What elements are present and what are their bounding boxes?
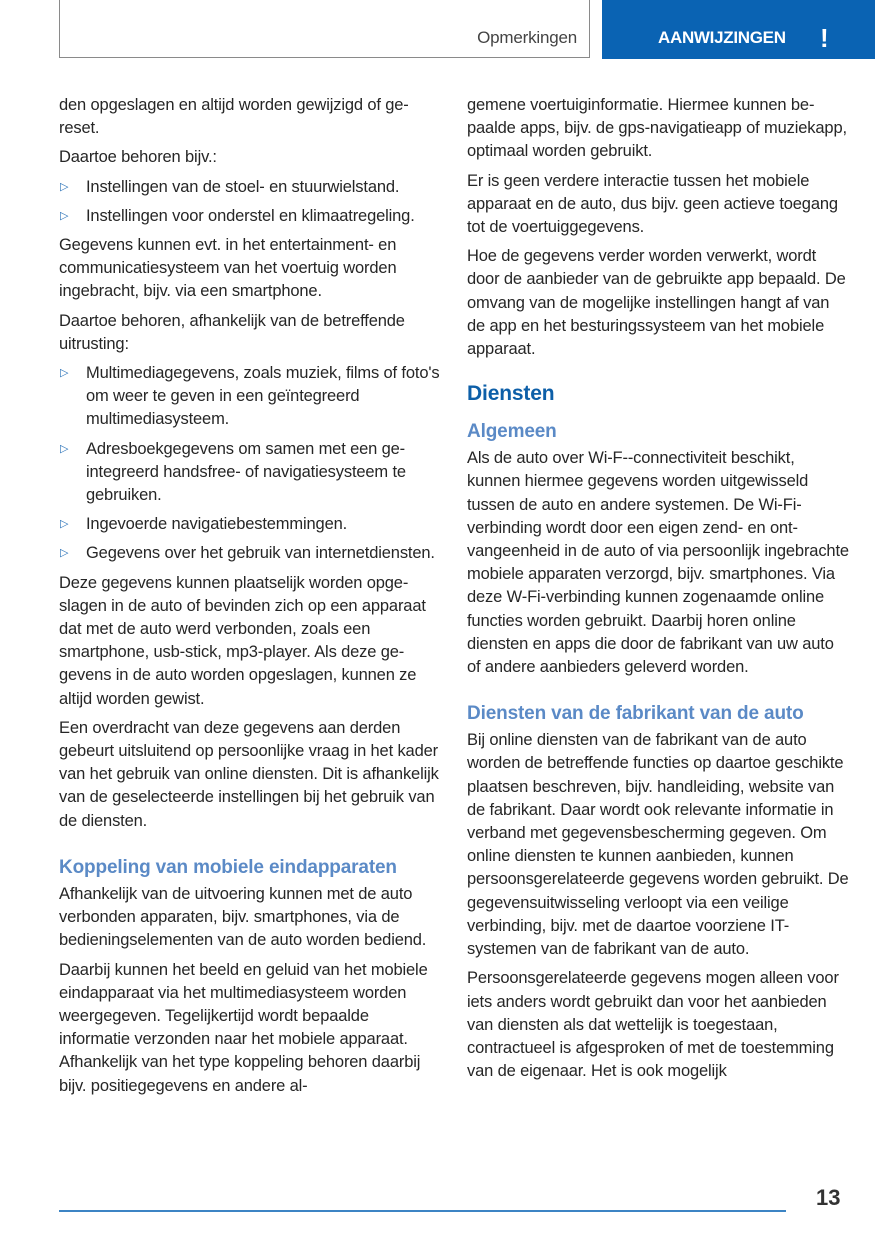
triangle-bullet-icon: ▷	[60, 209, 69, 222]
paragraph: Deze gegevens kunnen plaatselijk worden opgeslagen in de auto of bevinden zich op een apparaat dat met de auto werd verbonden, zoals een smartphone, usb-stick, mp3-player. Als deze gegevens in de auto worden opgeslagen, kunnen ze altijd worden gewist.	[59, 573, 426, 708]
triangle-bullet-icon: ▷	[60, 518, 69, 531]
list-item-text: Gegevens over het gebruik van internetdiensten.	[86, 544, 435, 563]
paragraph: Bij online diensten van de fabrikant van de auto worden de betreffende functies op daartoe geschikte plaatsen beschreven, bijv. handleiding, website van de fabrikant. Daar wordt ook relevante informatie in verband met gegevensbescherming gegeven. Om online diensten te kunnen aanbieden, kunnen persoonsgerelateerde gegevens worden gebruikt. De gegevensuitwisseling verloopt via een veilige verbinding, bijv. met de daartoe voorziene IT-systemen van de fabrikant van de auto.	[467, 731, 849, 959]
paragraph: Daartoe behoren, afhankelijk van de betreffende uitrusting:	[59, 311, 405, 353]
paragraph: Afhankelijk van de uitvoering kunnen met de auto verbonden apparaten, bijv. smartphones, via de bedieningselementen van de auto worden bediend.	[59, 884, 427, 950]
exclamation-icon: !	[820, 23, 829, 53]
triangle-bullet-icon: ▷	[60, 547, 69, 560]
paragraph: Als de auto over Wi-F--connectiviteit beschikt, kunnen hiermee gegevens worden uitgewisseld tussen de auto en andere systemen. De Wi-Fi-verbinding wordt door een eigen zend- en ontvangeenheid in de auto of via persoonlijk ingebrachte mobiele apparaten verzorgd, bijv. smartphones. Via deze W-Fi-verbinding kunnen zogenaamde online functies worden gebruikt. Daarbij horen online diensten en apps die door de fabrikant van uw auto of andere aanbieders geleverd worden.	[467, 449, 849, 677]
paragraph: Een overdracht van deze gegevens aan derden gebeurt uitsluitend op persoonlijke vraag in het kader van het gebruik van online diensten. Dit is afhankelijk van de geselecteerde instellingen bij het gebruik van de diensten.	[59, 718, 439, 830]
paragraph: Daartoe behoren bijv.:	[59, 148, 217, 167]
spacer	[467, 685, 849, 701]
heading-diensten-fabrikant: Diensten van de fabrikant van de auto	[467, 703, 804, 725]
footer-rule	[59, 1210, 786, 1212]
chapter-tab-label: AANWIJZINGEN	[658, 28, 786, 47]
paragraph: Persoonsgerelateerde gegevens mogen alleen voor iets anders wordt gebruikt dan voor het aanbieden van diensten als dat wettelijk is toegestaan, contractueel is afgesproken of met de toestemming van de eigenaar. Het is ook mogelijk	[467, 969, 839, 1081]
heading-koppeling: Koppeling van mobiele eindapparaten	[59, 856, 397, 878]
heading-diensten: Diensten	[467, 382, 555, 406]
left-column	[59, 94, 441, 1104]
paragraph: Er is geen verdere interactie tussen het mobiele apparaat en de auto, dus bijv. geen actieve toegang tot de voertuiggegevens.	[467, 171, 838, 237]
list-item	[59, 542, 441, 565]
triangle-bullet-icon: ▷	[60, 367, 69, 380]
paragraph: gemene voertuiginformatie. Hiermee kunnen bepaalde apps, bijv. de gps-navigatieapp of muziekapp, optimaal worden gebruikt.	[467, 96, 847, 161]
list-item	[59, 438, 441, 508]
list-item-text: Multimediagegevens, zoals muziek, films of foto's om weer te geven in een geïntegreerd multimediasysteem.	[86, 364, 440, 429]
spacer	[59, 839, 441, 855]
bullet-list	[59, 176, 441, 228]
list-item-text: Adresboekgegevens om samen met een geintegreerd handsfree- of navigatiesysteem te gebruiken.	[86, 439, 406, 505]
list-item-text: Instellingen van de stoel- en stuurwielstand.	[86, 177, 400, 196]
paragraph: Gegevens kunnen evt. in het entertainment- en communicatiesysteem van het voertuig worden ingebracht, bijv. via een smartphone.	[59, 236, 397, 301]
page-number: 13	[816, 1185, 841, 1210]
list-item-text: Ingevoerde navigatiebestemmingen.	[86, 515, 348, 534]
list-item	[59, 205, 441, 228]
triangle-bullet-icon: ▷	[60, 180, 69, 193]
list-item	[59, 176, 441, 199]
paragraph: den opgeslagen en altijd worden gewijzigd of gereset.	[59, 96, 409, 138]
bullet-list	[59, 362, 441, 566]
triangle-bullet-icon: ▷	[60, 442, 69, 455]
list-item	[59, 362, 441, 432]
right-column	[467, 94, 849, 1089]
list-item-text: Instellingen voor onderstel en klimaatregeling.	[86, 206, 415, 225]
running-header-box	[59, 0, 590, 58]
section-label: Opmerkingen	[477, 28, 577, 47]
paragraph: Hoe de gegevens verder worden verwerkt, wordt door de aanbieder van de gebruikte app bepaald. De omvang van de mogelijke instellingen hangt af van de app en het besturingssysteem van het mobiele apparaat.	[467, 247, 846, 359]
chapter-tab	[602, 0, 875, 59]
list-item	[59, 513, 441, 536]
paragraph: Daarbij kunnen het beeld en geluid van het mobiele eindapparaat via het multimediasysteem worden weergegeven. Tegelijkertijd wordt bepaalde informatie verzonden naar het mobiele apparaat. Afhankelijk van het type koppeling behoren daarbij bijv. positiegegevens en andere al-	[59, 960, 428, 1095]
heading-algemeen: Algemeen	[467, 421, 557, 443]
